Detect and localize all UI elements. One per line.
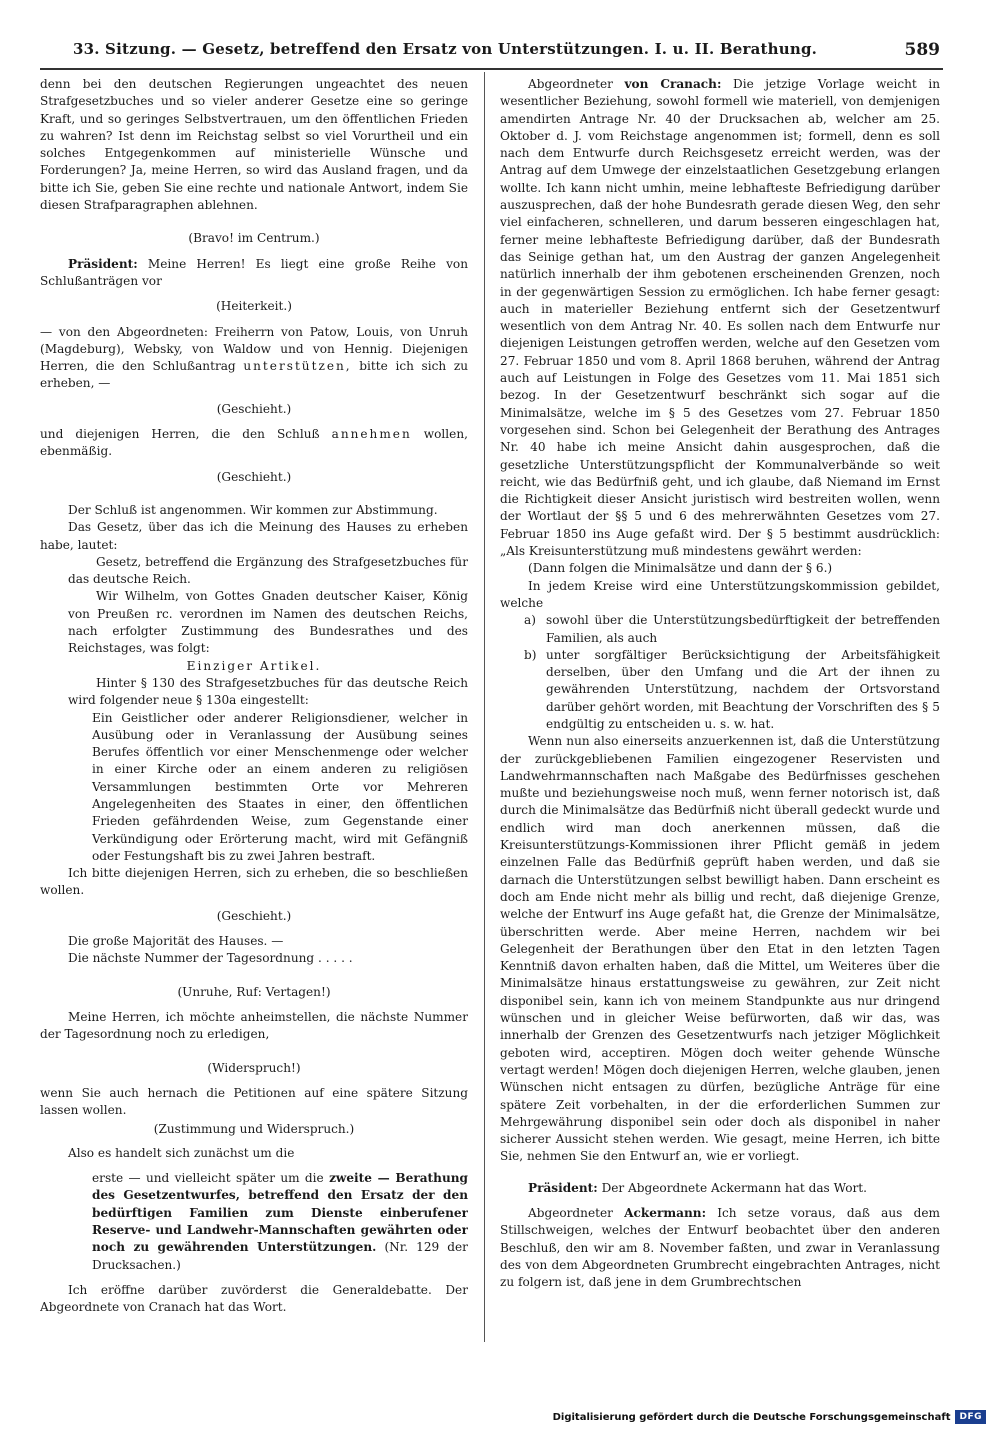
spaced-text: annehmen (331, 427, 412, 442)
stage-direction: (Heiterkeit.) (216, 299, 292, 314)
speech-text: Der Abgeordnete Ackermann hat das Wort. (601, 1180, 867, 1195)
stage-direction: (Dann folgen die Minimalsätze und dann der § 6.) (528, 561, 833, 576)
speaker-label: Präsident: (528, 1180, 598, 1195)
paragraph: Ich eröffne darüber zuvörderst die Generaldebatte. Der Abgeordnete von Cranach hat das Wort. (40, 1282, 468, 1315)
speaker-label: Präsident: (68, 256, 138, 271)
stage-direction: (Geschieht.) (216, 908, 292, 923)
list-text: sowohl über die Unterstützungsbedürftigkeit der betreffenden Familien, als auch (546, 613, 940, 645)
stage-direction: (Unruhe, Ruf: Vertagen!) (177, 984, 331, 999)
stage-direction: (Geschieht.) (216, 401, 292, 416)
paragraph: Die große Majorität des Hauses. — (68, 934, 284, 949)
speech-paragraph (500, 1205, 940, 1291)
list-item (500, 612, 940, 647)
quote-paragraph: In jedem Kreise wird eine Unterstützungskommission gebildet, welche (500, 578, 940, 610)
law-title: Gesetz, betreffend die Ergänzung des Strafgesetzbuches für das deutsche Reich. (68, 554, 468, 587)
paragraph: Die nächste Nummer der Tagesordnung . . . . . (68, 951, 353, 966)
list-item (500, 647, 940, 733)
text-run: Abgeordneter (528, 77, 613, 91)
speech-paragraph (500, 76, 940, 560)
paragraph: Der Schluß ist angenommen. Wir kommen zur Abstimmung. (68, 502, 438, 517)
bold-text: zweite — Berathung des Gesetzentwurfes, betreffend den Ersatz der den bedürftigen Familien zum Dienste einberufener Reserve- und Landwehr-Mannschaften gewährten oder noch zu gewährenden Unterstützungen. (92, 1171, 468, 1255)
law-preamble: Wir Wilhelm, von Gottes Gnaden deutscher Kaiser, König von Preußen rc. verordnen im Namen des deutschen Reichs, nach erfolgter Zustimmung des Bundesrathes und des Reichstages, was folgt: (68, 589, 468, 656)
list-text: unter sorgfältiger Berücksichtigung der Arbeitsfähigkeit derselben, über den Umfang und die Art der ihnen zu gewährenden Unterstützung, nachdem der Ortsvorstand darüber gehört worden, mit Beachtung der Vorschriften des § 5 endgültig zu entscheiden u. s. w. hat. (546, 647, 940, 731)
list-marker: a) (524, 613, 536, 628)
paragraph: Das Gesetz, über das ich die Meinung des Hauses zu erheben habe, lautet: (40, 520, 468, 552)
stage-direction: (Bravo! im Centrum.) (188, 231, 320, 246)
agenda-item (40, 1170, 468, 1274)
paragraph: Also es handelt sich zunächst um die (68, 1145, 295, 1160)
paragraph: wenn Sie auch hernach die Petitionen auf eine spätere Sitzung lassen wollen. (40, 1085, 468, 1118)
stage-direction: (Zustimmung und Widerspruch.) (153, 1122, 355, 1137)
speaker-name: von Cranach: (624, 77, 722, 91)
dfg-logo: DFG (955, 1410, 986, 1424)
text-run: wollen, ebenmäßig. (40, 427, 468, 459)
law-article-heading: Einziger Artikel. (186, 658, 322, 673)
paragraph: Meine Herren, ich möchte anheimstellen, die nächste Nummer der Tagesordnung noch zu erledigen, (40, 1009, 468, 1042)
paragraph: denn bei den deutschen Regierungen ungeachtet des neuen Strafgesetzbuches und so vieler anderer Gesetze eine so geringe Kraft, und so geringes Selbstvertrauen, um den öffentlichen Frieden zu wahren? Ist denn im Reichstag selbst so viel Vorurtheil und ein solches Entgegenkommen auf ministerielle Wünsche und Forderungen? Ja, meine Herren, so wird das Ausland fragen, und da bitte ich Sie, geben Sie eine rechte und nationale Antwort, indem Sie diesen Strafparagraphen ablehnen. (40, 77, 468, 213)
text-run: Abgeordneter (528, 1206, 613, 1220)
header-rule (40, 68, 943, 70)
text-run: (Nr. 129 der Drucksachen.) (92, 1240, 468, 1272)
text-run: — von den Abgeordneten: Freiherrn von Patow, Louis, von Unruh (Magdeburg), Websky, von Waldow und von Hennig. Diejenigen Herren, die den Schlußantrag (40, 324, 468, 374)
speech-text: Meine Herren! Es liegt eine große Reihe von Schlußanträgen vor (40, 256, 468, 288)
law-paragraph: Hinter § 130 des Strafgesetzbuches für das deutsche Reich wird folgender neue § 130a eingestellt: (68, 675, 468, 708)
speech-text: Ich setze voraus, daß aus dem Stillschweigen, welches der Entwurf beobachtet über den anderen Beschluß, den wir am 8. November faßten, und zwar in Veranlassung des von dem Abgeordneten Grumbrecht eingebrachten Antrages, nicht zu folgern ist, daß jene in dem Grumbrechtschen (500, 1206, 940, 1290)
left-column (40, 76, 468, 1336)
list-marker: b) (524, 647, 537, 662)
footer-credit: Digitalisierung gefördert durch die Deutsche Forschungsgemeinschaft (552, 1411, 951, 1423)
stage-direction: (Widerspruch!) (207, 1060, 301, 1075)
paragraph (40, 324, 468, 393)
president-paragraph (40, 256, 468, 291)
running-title: 33. Sitzung. — Gesetz, betreffend den Ersatz von Unterstützungen. I. u. II. Berathung. (72, 40, 818, 58)
speech-paragraph: Wenn nun also einerseits anzuerkennen ist, daß die Unterstützung der zurückgebliebenen Familien eingezogener Reservisten und Landwehrmannschaften nach Maßgabe des Bedürfnisses geschehen mußte und beziehungsweise noch muß, wenn ferner notorisch ist, daß durch die Minimalsätze das Bedürfniß nicht überall gedeckt wurde und endlich wird man doch anerkennen müssen, daß die Kreisunterstützungs-Kommissionen ihrer Pflicht gemäß in jedem einzelnen Falle das Bedürfniß geprüft haben werden, und daß sie darnach die Unterstützungen selbst bewilligt haben. Dann erscheint es doch am Ende nicht mehr als billig und recht, daß diejenige Grenze, welche der Entwurf ins Auge gefaßt hat, die Grenze der Minimalsätze, überschritten werde. Aber meine Herren, nachdem wir bei Gelegenheit der Berathungen über den Etat in den letzten Tagen Kenntniß davon erhalten haben, daß die Mittel, um Weiteres über die Minimalsätze hinaus erstattungsweise zu gewähren, zur Zeit nicht disponibel sein, kann ich von meinem Standpunkte aus nur dringend wünschen und in gleicher Weise befürworten, daß wir das, was innerhalb der Grenzen des Gesetzentwurfs nach jetziger Möglichkeit geboten wird, acceptiren. Mögen doch weiter gehende Wünsche vertagt werden! Mögen doch diejenigen Herren, welche glauben, jenen Wünschen nicht entsagen zu dürfen, bezügliche Anträge für eine spätere Zeit vorbehalten, in der die erforderlichen Summen zur Mehrgewährung disponibel sein oder doch als disponibel in naher sicherer Aussicht stehen werden. Wie gesagt, meine Herren, ich bitte Sie, nehmen Sie den Entwurf an, wie er vorliegt. (500, 734, 940, 1164)
law-paragraph: Ein Geistlicher oder anderer Religionsdiener, welcher in Ausübung oder in Veranlassung der Ausübung seines Berufes öffentlich vor einer Menschenmenge oder welcher in einer Kirche oder an einem anderen zu religiösen Versammlungen bestimmten Orte vor Mehreren Angelegenheiten des Staates in einer, den öffentlichen Frieden gefährdenden Weise, zum Gegenstande einer Verkündigung oder Erörterung macht, wird mit Gefängniß oder Festungshaft bis zu zwei Jahren bestraft. (92, 710, 468, 863)
text-run: bitte ich sich zu erheben, — (40, 359, 468, 391)
paragraph (40, 426, 468, 461)
speaker-name: Ackermann: (624, 1206, 707, 1220)
right-column (500, 76, 940, 1336)
column-divider (484, 72, 485, 1342)
speech-text: Die jetzige Vorlage weicht in wesentlicher Beziehung, sowohl formell wie materiell, von demjenigen amendirten Antrage Nr. 40 der Drucksachen ab, welcher am 25. Oktober d. J. vom Reichstage angenommen ist; formell, denn es soll nach dem Entwurfe durch Reichsgesetz erreicht werden, was der Antrag auf dem Umwege der einzelstaatlichen Gesetzgebung erlangen wollte. Ich kann nicht umhin, meine lebhafteste Befriedigung darüber auszusprechen, daß der hohe Bundesrath gerade diesen Weg, den sehr viel einfacheren, schnelleren, und darum besseren eingeschlagen hat, ferner meine lebhafteste Befriedigung darüber, daß der Bundesrath das Seinige gethan hat, um den Austrag der ganzen Angelegenheit natürlich innerhalb der ihm gebotenen erscheinenden Grenzen, noch in der gegenwärtigen Session zu ermöglichen. Ich habe ferner gesagt: auch in materieller Beziehung entfernt sich der Gesetzentwurf wesentlich von dem Antrag Nr. 40. Es sollen nach dem Entwurfe nur diejenigen Leistungen getroffen werden, welche auf den Gesetzen vom 27. Februar 1850 und vom 8. April 1868 beruhen, während der Antrag auch auf Leistungen in Folge des Gesetzes vom 11. Mai 1851 sich bezog. In der Gesetzentwurf beschränkt sich sogar auf die Minimalsätze, welche im § 5 des Gesetzes vom 27. Februar 1850 vorgesehen sind. Schon bei Gelegenheit der Berathung des Antrages Nr. 40 habe ich meine Ansicht dahin ausgesprochen, daß die gesetzliche Unterstützungspflicht der Kommunalverbände so weit reicht, wie das Bedürfniß geht, und ich glaube, daß Niemand im Ernst die Richtigkeit dieser Ansicht juristisch wird bestreiten wollen, wenn der Wortlaut der §§ 5 und 6 des mehrerwähnten Gesetzes vom 27. Februar 1850 ins Auge gefaßt wird. Der § 5 bestimmt ausdrücklich: „Als Kreisunterstützung muß mindestens gewährt werden: (500, 77, 940, 559)
footer (553, 1410, 986, 1424)
president-paragraph (500, 1180, 940, 1197)
stage-direction: (Geschieht.) (216, 469, 292, 484)
spaced-text: unterstützen, (243, 359, 352, 374)
paragraph: Ich bitte diejenigen Herren, sich zu erheben, die so beschließen wollen. (40, 866, 468, 898)
page-header (40, 40, 940, 70)
page-number: 589 (904, 40, 940, 60)
text-run: und diejenigen Herren, die den Schluß (40, 427, 320, 442)
text-run: erste — und vielleicht später um die (92, 1171, 324, 1186)
